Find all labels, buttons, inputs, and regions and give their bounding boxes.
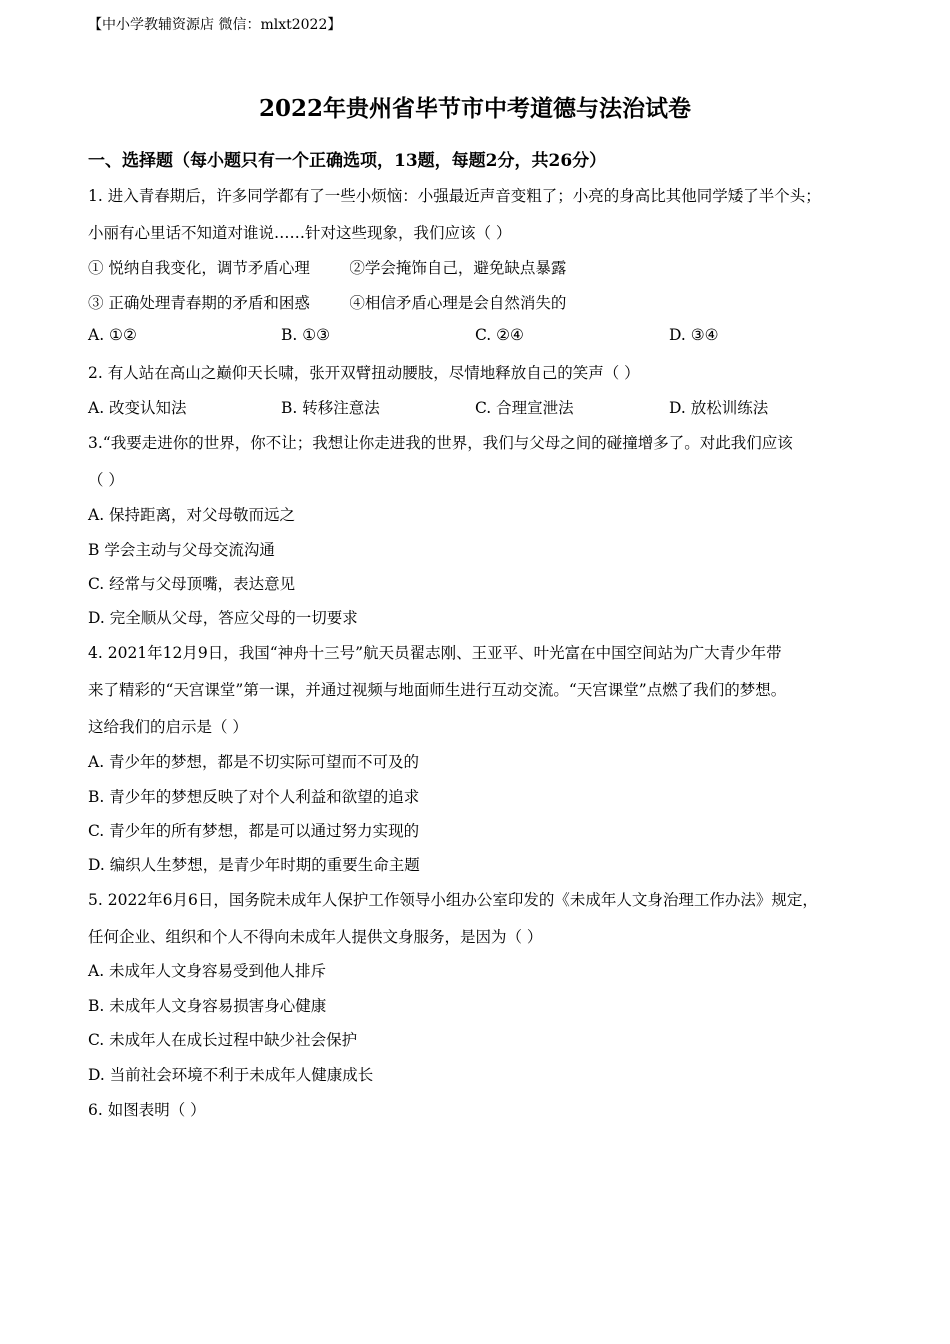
question-2-option-d: D. 放松训练法 bbox=[669, 399, 769, 417]
question-4-option-b: B. 青少年的梦想反映了对个人利益和欲望的追求 bbox=[88, 788, 420, 806]
question-1-option-a: A. ①② bbox=[88, 326, 137, 344]
question-5-option-a: A. 未成年人文身容易受到他人排斥 bbox=[88, 962, 327, 980]
question-4-stem-line-2: 来了精彩的“天宫课堂”第一课，并通过视频与地面师生进行互动交流。“天宫课堂”点燃了我们的梦想。 bbox=[88, 681, 787, 699]
question-4-option-a: A. 青少年的梦想，都是不切实际可望而不可及的 bbox=[88, 753, 420, 771]
question-1-statements-1-2: ① 悦纳自我变化，调节矛盾心理 ②学会掩饰自己，避免缺点暴露 bbox=[88, 259, 567, 277]
question-5-stem-line-1: 5. 2022年6月6日，国务院未成年人保护工作领导小组办公室印发的《未成年人文身治理工作办法》规定， bbox=[88, 891, 818, 909]
question-1-option-b: B. ①③ bbox=[281, 326, 331, 344]
question-3-option-d: D. 完全顺从父母，答应父母的一切要求 bbox=[88, 609, 358, 627]
question-5-stem-line-2: 任何企业、组织和个人不得向未成年人提供文身服务，是因为（ ） bbox=[88, 928, 543, 946]
question-2-option-a: A. 改变认知法 bbox=[88, 399, 187, 417]
question-1-statements-3-4: ③ 正确处理青春期的矛盾和困惑 ④相信矛盾心理是会自然消失的 bbox=[88, 294, 567, 312]
question-5-option-b: B. 未成年人文身容易损害身心健康 bbox=[88, 997, 327, 1015]
question-3-stem-line-1: 3.“我要走进你的世界，你不让；我想让你走进我的世界，我们与父母之间的碰撞增多了。对此我们应该 bbox=[88, 434, 793, 452]
question-3-option-c: C. 经常与父母顶嘴，表达意见 bbox=[88, 575, 296, 593]
page-title: 2022年贵州省毕节市中考道德与法治试卷 bbox=[258, 95, 691, 122]
question-1-option-c: C. ②④ bbox=[475, 326, 524, 344]
question-4-stem-line-1: 4. 2021年12月9日，我国“神舟十三号”航天员翟志刚、王亚平、叶光富在中国空间站为广大青少年带 bbox=[88, 644, 782, 662]
question-1-option-d: D. ③④ bbox=[669, 326, 719, 344]
question-5-option-c: C. 未成年人在成长过程中缺少社会保护 bbox=[88, 1031, 358, 1049]
question-4-option-d: D. 编织人生梦想，是青少年时期的重要生命主题 bbox=[88, 856, 420, 874]
question-4-stem-line-3: 这给我们的启示是（ ） bbox=[88, 718, 248, 736]
header-note: 【中小学教辅资源店 微信：mlxt2022】 bbox=[88, 17, 342, 33]
question-2-option-c: C. 合理宣泄法 bbox=[475, 399, 574, 417]
question-2-stem: 2. 有人站在高山之巅仰天长啸，张开双臂扭动腰肢，尽情地释放自己的笑声（ ） bbox=[88, 364, 640, 382]
question-1-stem-line-1: 1. 进入青春期后，许多同学都有了一些小烦恼：小强最近声音变粗了；小亮的身高比其他同学矮了半个头； bbox=[88, 187, 821, 205]
question-3-stem-line-2: （ ） bbox=[88, 471, 124, 489]
section-heading: 一、选择题（每小题只有一个正确选项，13题，每题2分，共26分） bbox=[88, 151, 607, 171]
question-1-stem-line-2: 小丽有心里话不知道对谁说……针对这些现象，我们应该（ ） bbox=[88, 224, 512, 242]
question-2-option-b: B. 转移注意法 bbox=[281, 399, 380, 417]
question-4-option-c: C. 青少年的所有梦想，都是可以通过努力实现的 bbox=[88, 822, 420, 840]
question-5-option-d: D. 当前社会环境不利于未成年人健康成长 bbox=[88, 1066, 374, 1084]
question-3-option-b: B 学会主动与父母交流沟通 bbox=[88, 541, 275, 559]
question-6-stem: 6. 如图表明（ ） bbox=[88, 1101, 206, 1119]
question-3-option-a: A. 保持距离，对父母敬而远之 bbox=[88, 506, 296, 524]
